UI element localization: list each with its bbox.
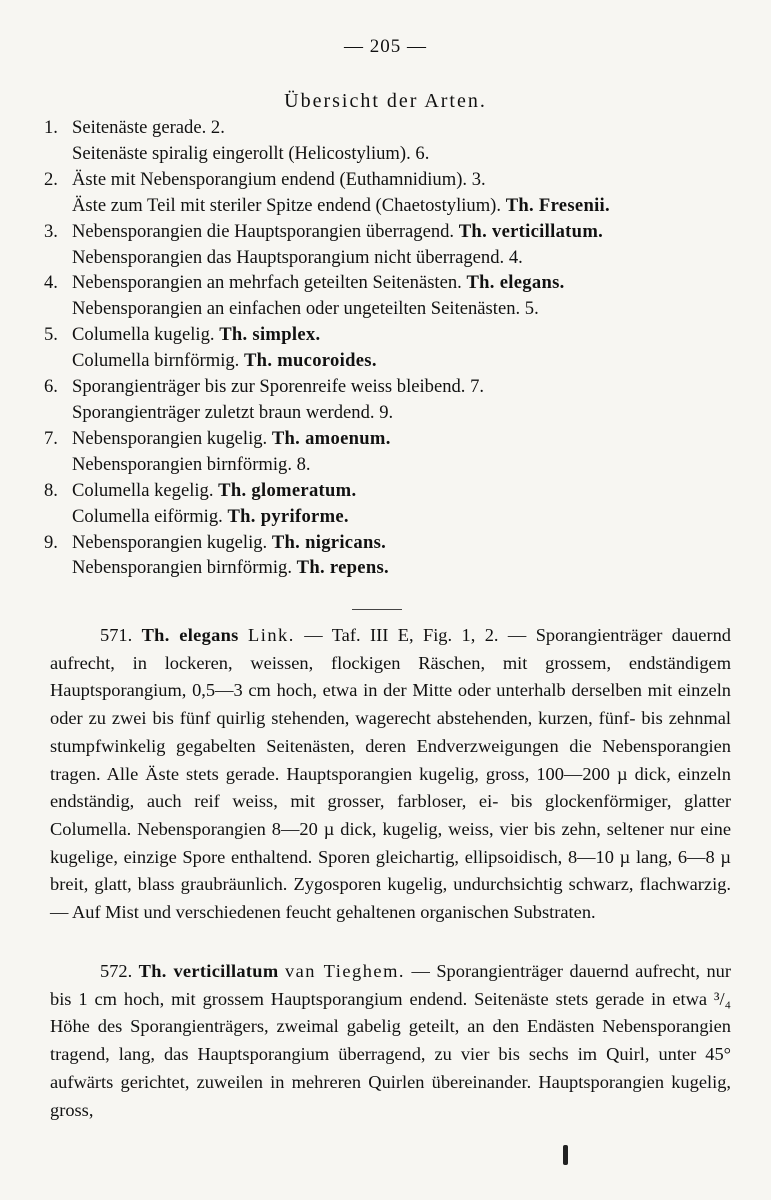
entry-description: — Taf. III E, Fig. 1, 2. — Sporangienträger dauernd aufrecht, in lockeren, weissen, flockigen Räschen, mit grossem, endständigem Hauptsporangium, 0,5—3 cm hoch, etwa in der Mitte oder unterhalb derselben mit einzeln oder zu zwei bis fünf quirlig stehenden, wagerecht abstehenden, kurzen, fünf- bis zehnmal stumpfwinkelig gegabelten Seitenästen, deren Endverzweigungen die Nebensporangien tragen. Alle Äste stets gerade. Hauptsporangien kugelig, gross, 100—200 µ dick, einzeln endständig, auch reif weiss, mit grosser, farbloser, ei- bis glockenförmiger, glatter Columella. Nebensporangien 8—20 µ dick, kugelig, weiss, vier bis zehn, seltener nur eine kugelige, einzige Spore enthaltend. Sporen gleichartig, ellipsoidisch, 8—10 µ lang, 6—8 µ breit, glatt, blass graubräunlich. Zygosporen kugelig, undurchsichtig schwarz, flachwarzig. — Auf Mist und verschiedenen feucht gehaltenen organischen Substraten. [50,625,731,923]
key-row-species: Th. mucoroides. [243,350,377,372]
key-row-goto: 5. [524,298,539,320]
species-entry-571 [50,622,731,927]
key-row-text: Nebensporangien kugelig. [72,427,268,449]
key-row [44,270,744,296]
key-row-text: Nebensporangien an einfachen oder ungeteilten Seitenästen. [72,298,521,320]
key-row [44,141,744,167]
entry-number: 572. [100,961,133,981]
key-row [44,426,744,452]
key-row-goto: 2. [210,117,225,138]
key-row-text: Nebensporangien birnförmig. [72,453,292,475]
key-row-species: Th. repens. [296,557,389,579]
key-row-text: Seitenäste gerade. [72,117,207,138]
section-divider [352,609,402,610]
key-row-number: 5. [44,324,58,346]
species-entry-572 [50,958,731,1124]
key-row-text: Columella birnförmig. [72,350,240,372]
key-row-text: Nebensporangien birnförmig. [72,557,292,579]
key-row-text: Sporangienträger bis zur Sporenreife weiss bleibend. [72,376,466,398]
key-row-text: Nebensporangien an mehrfach geteilten Seitenästen. [72,272,462,294]
key-row-number: 6. [44,376,58,398]
key-row-text: Äste mit Nebensporangium endend (Euthamnidium). [72,168,468,190]
species-author: Link. [248,625,295,645]
key-row-text: Columella kegelig. [72,479,214,501]
key-row-species: Th. pyriforme. [227,505,349,527]
key-row-number: 3. [44,220,58,242]
key-row-text: Sporangienträger zuletzt braun werdend. [72,401,375,423]
key-row-species: Th. glomeratum. [218,479,357,501]
key-row-text: Äste zum Teil mit steriler Spitze endend (Chaetostylium). [72,194,502,216]
species-author: van Tieghem. [284,961,405,981]
key-row-number: 2. [44,168,58,190]
key-row-goto: 8. [296,453,311,475]
species-key [44,115,744,581]
key-row [44,555,744,581]
key-row-species: Th. verticillatum. [458,220,604,242]
key-row [44,167,744,193]
key-row-species: Th. elegans. [466,272,565,294]
key-row-goto: 4. [508,246,523,268]
key-row [44,400,744,426]
key-row [44,245,744,271]
key-row [44,322,744,348]
key-row-species: Th. simplex. [219,324,321,346]
key-row-text: Nebensporangien kugelig. [72,531,268,553]
key-row [44,374,744,400]
species-name: Th. elegans [141,625,239,645]
key-row-species: Th. amoenum. [271,427,391,449]
key-row [44,530,744,556]
key-row [44,193,744,219]
key-row-text: Nebensporangien das Hauptsporangium nicht überragend. [72,246,505,268]
key-row-text: Nebensporangien die Hauptsporangien überragend. [72,220,455,242]
key-row-goto: 7. [470,376,485,398]
key-row-number: 7. [44,427,58,449]
key-row-number: 1. [44,117,58,138]
key-row [44,296,744,322]
key-row-species: Th. nigricans. [271,531,387,553]
key-row [44,504,744,530]
page-heading: Übersicht der Arten. [284,90,487,112]
key-row-text: Columella kugelig. [72,324,215,346]
key-row-number: 9. [44,531,58,553]
entry-number: 571. [100,625,133,645]
key-row-goto: 6. [415,142,430,164]
key-row [44,478,744,504]
key-row [44,219,744,245]
page-number: — 205 — [344,36,427,57]
key-row-text: Seitenäste spiralig eingerollt (Helicostylium). [72,142,411,164]
key-row-text: Columella eiförmig. [72,505,223,527]
key-row-goto: 9. [379,401,394,423]
ink-mark [563,1145,568,1165]
key-row-number: 4. [44,272,58,294]
key-row [44,452,744,478]
key-row [44,115,744,141]
entry-description: — Sporangienträger dauernd aufrecht, nur bis 1 cm hoch, mit grossem Hauptsporangium endend. Seitenäste stets gerade in etwa ³/₄ Höhe des Sporangienträgers, zweimal gabelig geteilt, an den Endästen Nebensporangien tragend, lang, das Hauptsporangium überragend, zu vier bis sechs im Quirl, unter 45° aufwärts gerichtet, zuweilen in mehreren Quirlen übereinander. Hauptsporangien kugelig, gross, [50,961,731,1120]
key-row [44,348,744,374]
key-row-number: 8. [44,479,58,501]
species-name: Th. verticillatum [138,961,279,981]
key-row-species: Th. Fresenii. [505,194,610,216]
key-row-goto: 3. [471,168,486,190]
